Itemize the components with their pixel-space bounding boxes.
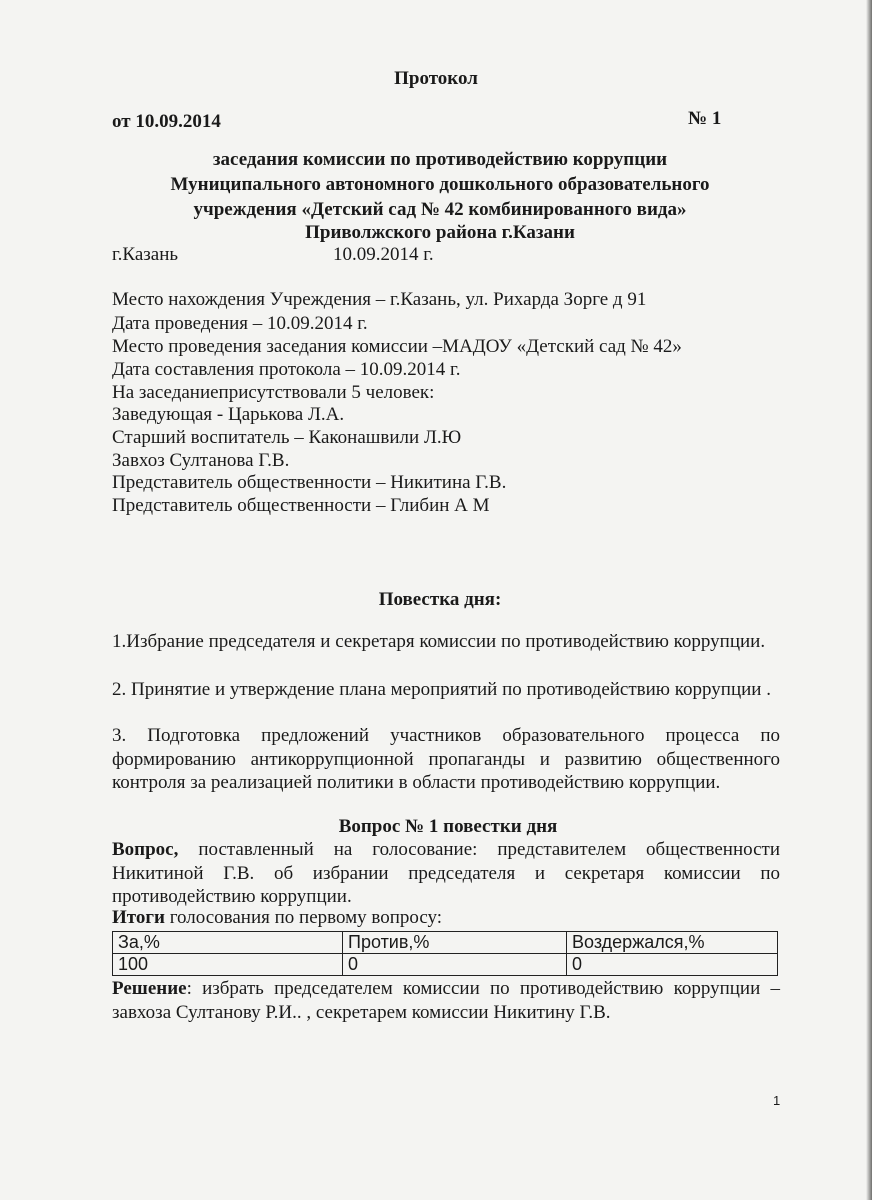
attendee: Завхоз Султанова Г.В. — [112, 450, 290, 471]
vote-header-for: За,% — [113, 932, 343, 954]
info-attendance: На заседаниеприсутствовали 5 человек: — [112, 382, 435, 403]
vote-table-values-row — [113, 954, 778, 976]
document-title: Протокол — [394, 68, 478, 89]
attendee: Представитель общественности – Глибин А М — [112, 495, 490, 516]
results-text: голосования по первому вопросу: — [164, 907, 443, 928]
vote-table-header-row — [113, 932, 778, 954]
info-compiled: Дата составления протокола – 10.09.2014 г. — [112, 359, 461, 380]
attendee: Представитель общественности – Никитина Г.В. — [112, 472, 507, 493]
vote-header-against: Против,% — [343, 932, 567, 954]
question-paragraph — [112, 838, 780, 909]
question-title: Вопрос № 1 повестки дня — [338, 816, 558, 837]
decision-paragraph — [112, 977, 780, 1024]
agenda-item: 2. Принятие и утверждение плана мероприятий по противодействию коррупции . — [112, 679, 771, 700]
vote-value-for: 100 — [113, 954, 343, 976]
attendee: Старший воспитатель – Каконашвили Л.Ю — [112, 427, 462, 448]
agenda-title: Повестка дня: — [378, 589, 502, 610]
info-location: Место нахождения Учреждения – г.Казань, ул. Рихарда Зорге д 91 — [112, 289, 647, 310]
question-lead: Вопрос, — [112, 839, 179, 860]
city-date: 10.09.2014 г. — [333, 244, 434, 265]
vote-header-abstain: Воздержался,% — [567, 932, 778, 954]
city: г.Казань — [112, 244, 179, 265]
decision-lead: Решение — [112, 978, 187, 999]
header-line-4: Приволжского района г.Казани — [305, 222, 575, 243]
protocol-number: № 1 — [688, 108, 722, 129]
decision-text: : избрать председателем комиссии по противодействию коррупции – завхоза Султанову Р.И.. , секретарем комиссии Никитину Г.В. — [112, 978, 780, 1023]
header-line-3: учреждения «Детский сад № 42 комбинированного вида» — [193, 199, 687, 220]
info-date: Дата проведения – 10.09.2014 г. — [112, 313, 368, 334]
agenda-item: 3. Подготовка предложений участников образовательного процесса по формированию антикоррупционной пропаганды и развитию общественного контроля за реализацией политики в области противодействию коррупции. — [112, 725, 780, 793]
page-number: 1 — [773, 1093, 781, 1108]
vote-table — [112, 931, 778, 976]
header-line-2: Муниципального автономного дошкольного образовательного — [170, 174, 710, 195]
header-line-1: заседания комиссии по противодействию коррупции — [212, 149, 668, 170]
agenda-item: 1.Избрание председателя и секретаря комиссии по противодействию коррупции. — [112, 631, 766, 652]
results-line — [112, 907, 442, 929]
vote-value-abstain: 0 — [567, 954, 778, 976]
results-lead: Итоги — [112, 907, 165, 928]
attendee: Заведующая - Царькова Л.А. — [112, 404, 345, 425]
info-venue: Место проведения заседания комиссии –МАДОУ «Детский сад № 42» — [112, 336, 682, 357]
vote-value-against: 0 — [343, 954, 567, 976]
question-text: поставленный на голосование: представителем общественности Никитиной Г.В. об избрании председателя и секретаря комиссии по противодействию коррупции. — [112, 839, 780, 907]
protocol-date: от 10.09.2014 — [112, 111, 221, 132]
